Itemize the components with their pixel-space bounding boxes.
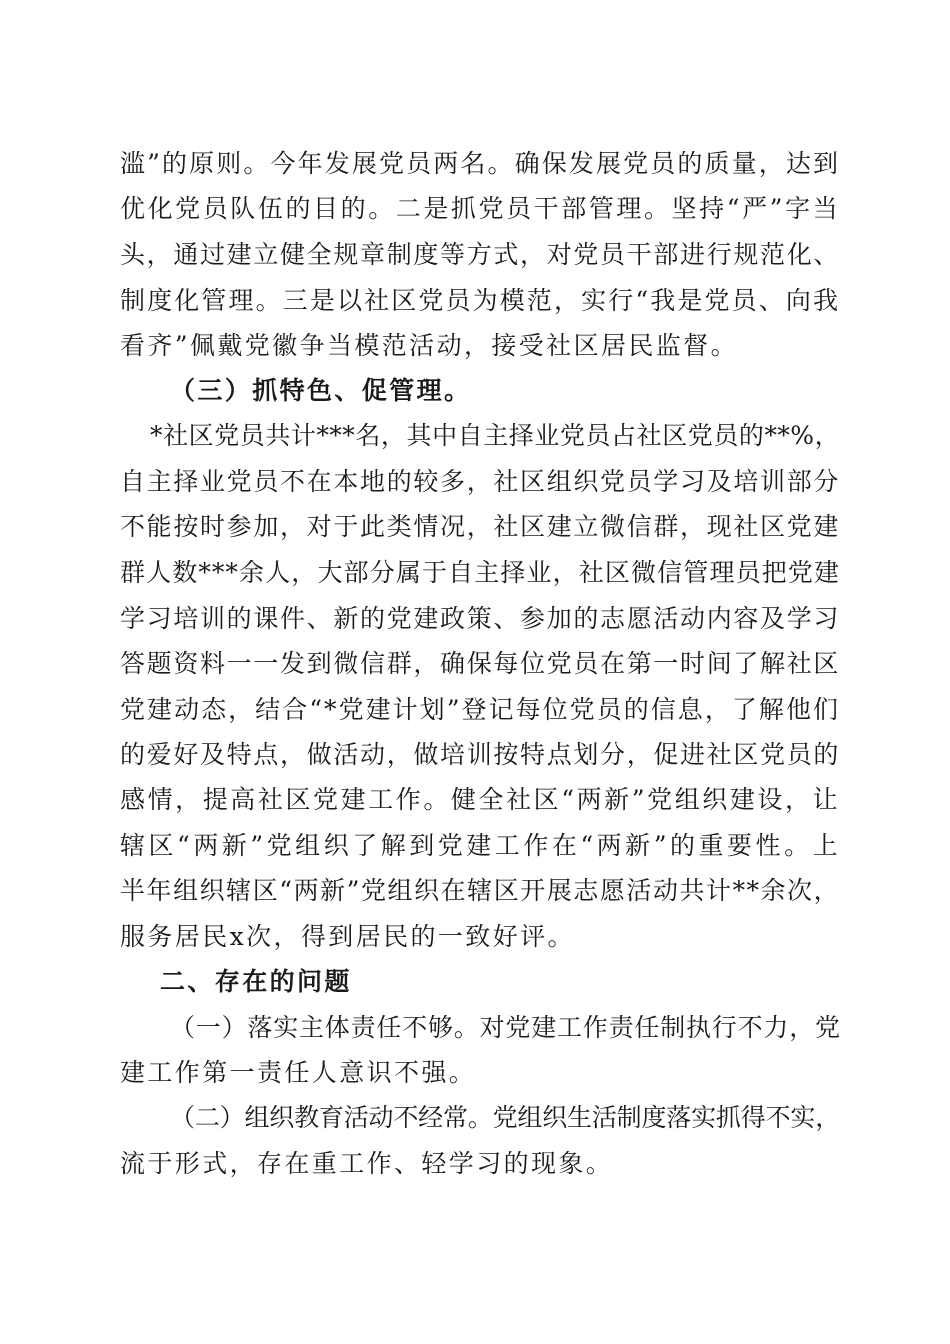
paragraph-2-line-4: 群人数***余人，大部分属于自主择业，社区微信管理员把党建: [120, 558, 840, 587]
paragraph-2-line-2: 自主择业党员不在本地的较多，社区组织党员学习及培训部分: [120, 467, 840, 496]
paragraph-2-line-10: 辖区“两新”党组织了解到党建工作在“两新”的重要性。上: [120, 831, 840, 860]
paragraph-1-line-2: 优化党员队伍的目的。二是抓党员干部管理。坚持“严”字当: [120, 194, 840, 223]
problem-2-line-2: 流于形式，存在重工作、轻学习的现象。: [120, 1149, 614, 1178]
problem-2-line-1: （二）组织教育活动不经常。党组织生活制度落实抓得不实，: [170, 1103, 840, 1132]
section-2-heading: 二、存在的问题: [160, 967, 352, 996]
problem-1-line-2: 建工作第一责任人意识不强。: [120, 1058, 477, 1087]
paragraph-2-line-12: 服务居民x次，得到居民的一致好评。: [120, 922, 575, 951]
paragraph-1-line-1: 滥”的原则。今年发展党员两名。确保发展党员的质量，达到: [120, 149, 840, 178]
paragraph-1-line-3: 头，通过建立健全规章制度等方式，对党员干部进行规范化、: [120, 240, 840, 269]
paragraph-2-line-8: 的爱好及特点，做活动，做培训按特点划分，促进社区党员的: [120, 740, 840, 769]
paragraph-2-line-7: 党建动态，结合“*党建计划”登记每位党员的信息，了解他们: [120, 695, 840, 724]
paragraph-2-line-3: 不能按时参加，对于此类情况，社区建立微信群，现社区党建: [120, 512, 840, 541]
paragraph-2-line-5: 学习培训的课件、新的党建政策、参加的志愿活动内容及学习: [120, 604, 840, 633]
paragraph-1-line-4: 制度化管理。三是以社区党员为模范，实行“我是党员、向我: [120, 286, 840, 315]
paragraph-2-line-6: 答题资料一一发到微信群，确保每位党员在第一时间了解社区: [120, 649, 840, 678]
paragraph-1-line-5: 看齐”佩戴党徽争当模范活动，接受社区居民监督。: [120, 331, 738, 360]
paragraph-2-line-9: 感情，提高社区党建工作。健全社区“两新”党组织建设，让: [120, 785, 840, 814]
subheading-3: （三）抓特色、促管理。: [170, 376, 472, 405]
paragraph-2-line-1: *社区党员共计***名，其中自主择业党员占社区党员的**%，: [150, 421, 840, 450]
problem-1-line-1: （一）落实主体责任不够。对党建工作责任制执行不力，党: [170, 1013, 841, 1042]
paragraph-2-line-11: 半年组织辖区“两新”党组织在辖区开展志愿活动共计**余次，: [120, 876, 840, 905]
